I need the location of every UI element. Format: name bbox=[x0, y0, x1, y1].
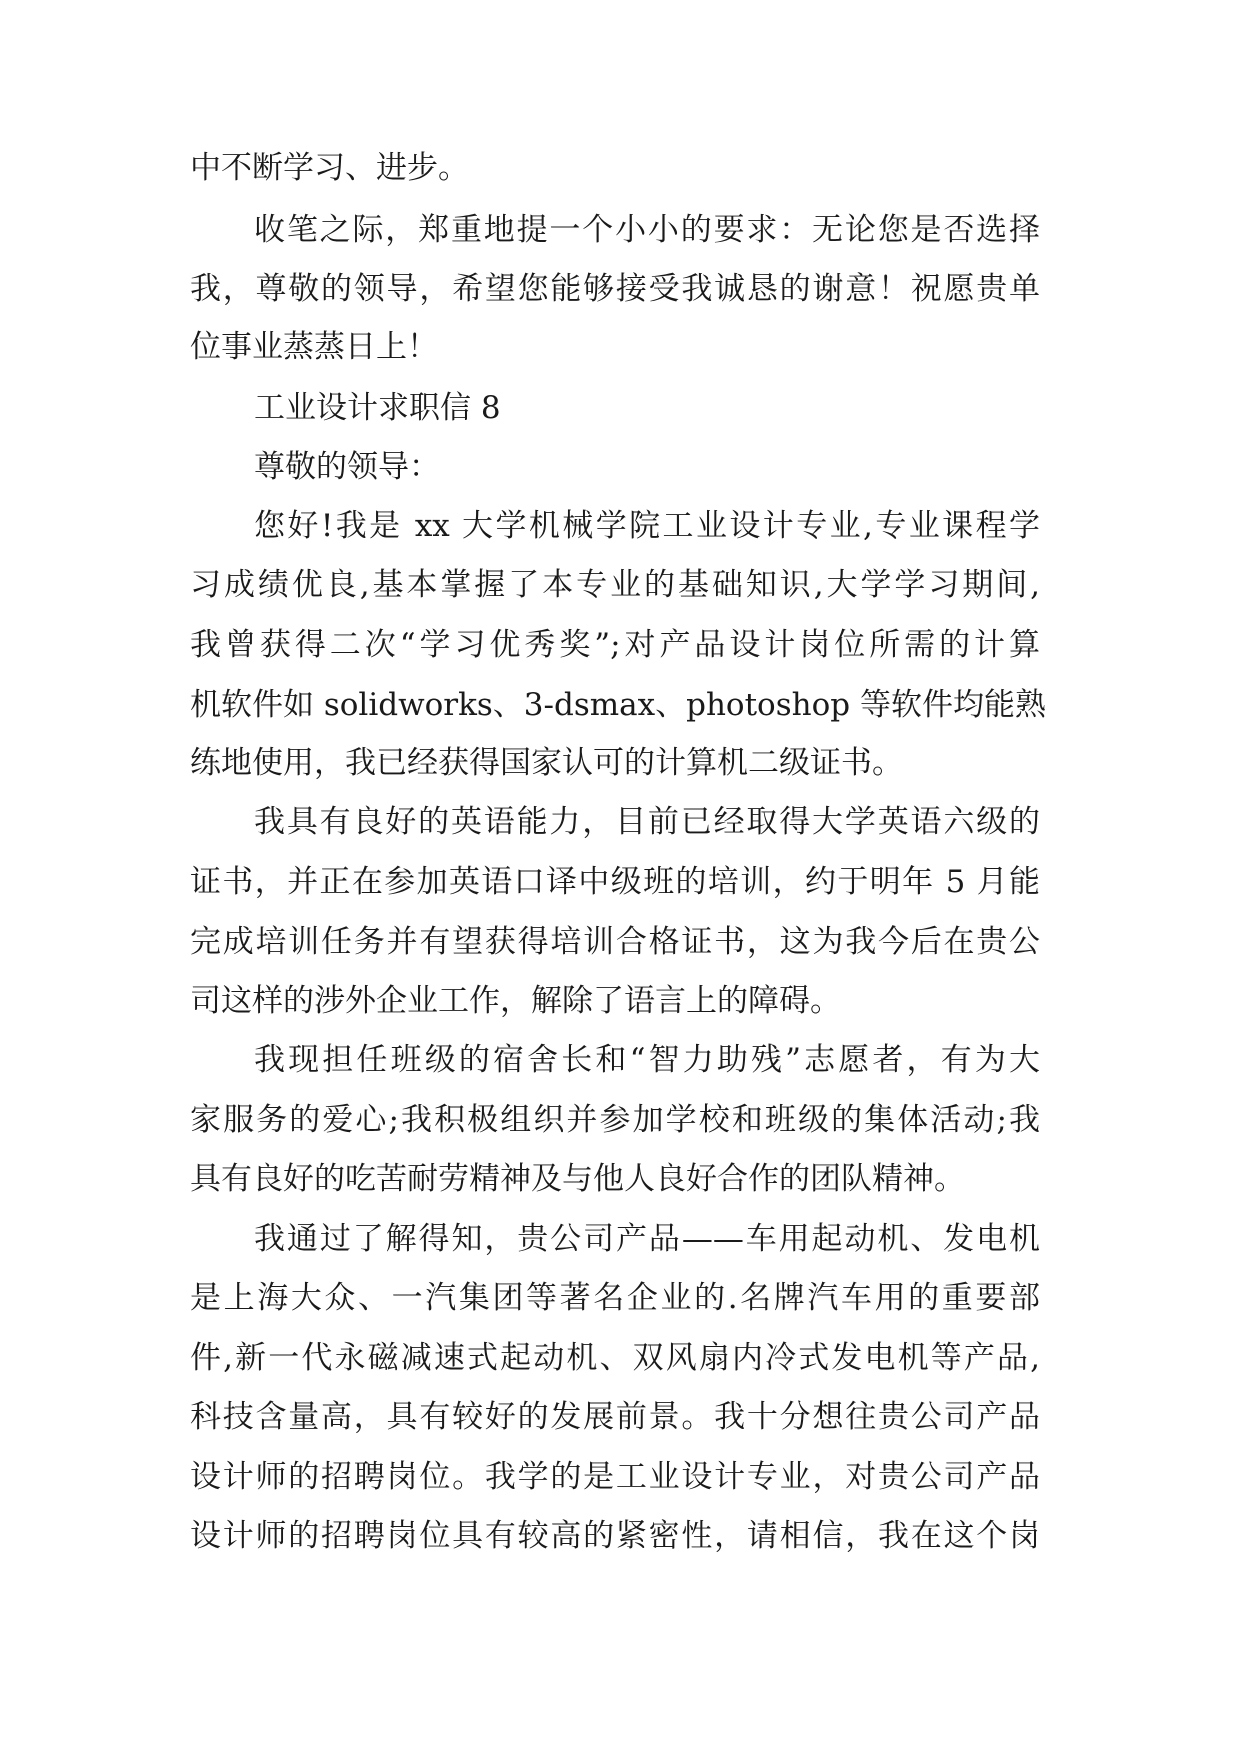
text-line: 中不断学习、进步。 bbox=[190, 150, 469, 186]
text-line: 司这样的涉外企业工作，解除了语言上的障碍。 bbox=[190, 983, 841, 1019]
salutation: 尊敬的领导： bbox=[254, 449, 440, 485]
text-line: 完成培训任务并有望获得培训合格证书，这为我今后在贵公 bbox=[190, 924, 1040, 960]
text-line: 具有良好的吃苦耐劳精神及与他人良好合作的团队精神。 bbox=[190, 1161, 965, 1197]
text-line: 习成绩优良,基本掌握了本专业的基础知识,大学学习期间, bbox=[190, 567, 1040, 603]
text-line: 是上海大众、一汽集团等著名企业的.名牌汽车用的重要部 bbox=[190, 1280, 1040, 1316]
text-line: 练地使用，我已经获得国家认可的计算机二级证书。 bbox=[190, 745, 903, 781]
text-line: 我曾获得二次“学习优秀奖”;对产品设计岗位所需的计算 bbox=[190, 627, 1040, 663]
paragraph-first-line: 收笔之际，郑重地提一个小小的要求：无论您是否选择 bbox=[254, 212, 1040, 248]
paragraph-first-line: 我现担任班级的宿舍长和“智力助残”志愿者，有为大 bbox=[254, 1042, 1040, 1078]
section-title: 工业设计求职信 8 bbox=[254, 390, 501, 426]
paragraph-first-line: 您好!我是 xx 大学机械学院工业设计专业,专业课程学 bbox=[254, 508, 1040, 544]
text-line: 设计师的招聘岗位具有较高的紧密性，请相信，我在这个岗 bbox=[190, 1518, 1040, 1554]
text-line: 件,新一代永磁减速式起动机、双风扇内冷式发电机等产品, bbox=[190, 1340, 1040, 1376]
paragraph-first-line: 我通过了解得知，贵公司产品——车用起动机、发电机 bbox=[254, 1221, 1040, 1257]
paragraph-first-line: 我具有良好的英语能力，目前已经取得大学英语六级的 bbox=[254, 804, 1040, 840]
text-line: 机软件如 solidworks、3-dsmax、photoshop 等软件均能熟 bbox=[190, 687, 1046, 723]
text-line: 设计师的招聘岗位。我学的是工业设计专业，对贵公司产品 bbox=[190, 1459, 1040, 1495]
text-line: 科技含量高，具有较好的发展前景。我十分想往贵公司产品 bbox=[190, 1399, 1040, 1435]
text-line: 位事业蒸蒸日上！ bbox=[190, 329, 438, 365]
text-line: 证书，并正在参加英语口译中级班的培训，约于明年 5 月能 bbox=[190, 864, 1040, 900]
text-line: 我，尊敬的领导，希望您能够接受我诚恳的谢意！祝愿贵单 bbox=[190, 271, 1040, 307]
text-line: 家服务的爱心;我积极组织并参加学校和班级的集体活动;我 bbox=[190, 1102, 1040, 1138]
